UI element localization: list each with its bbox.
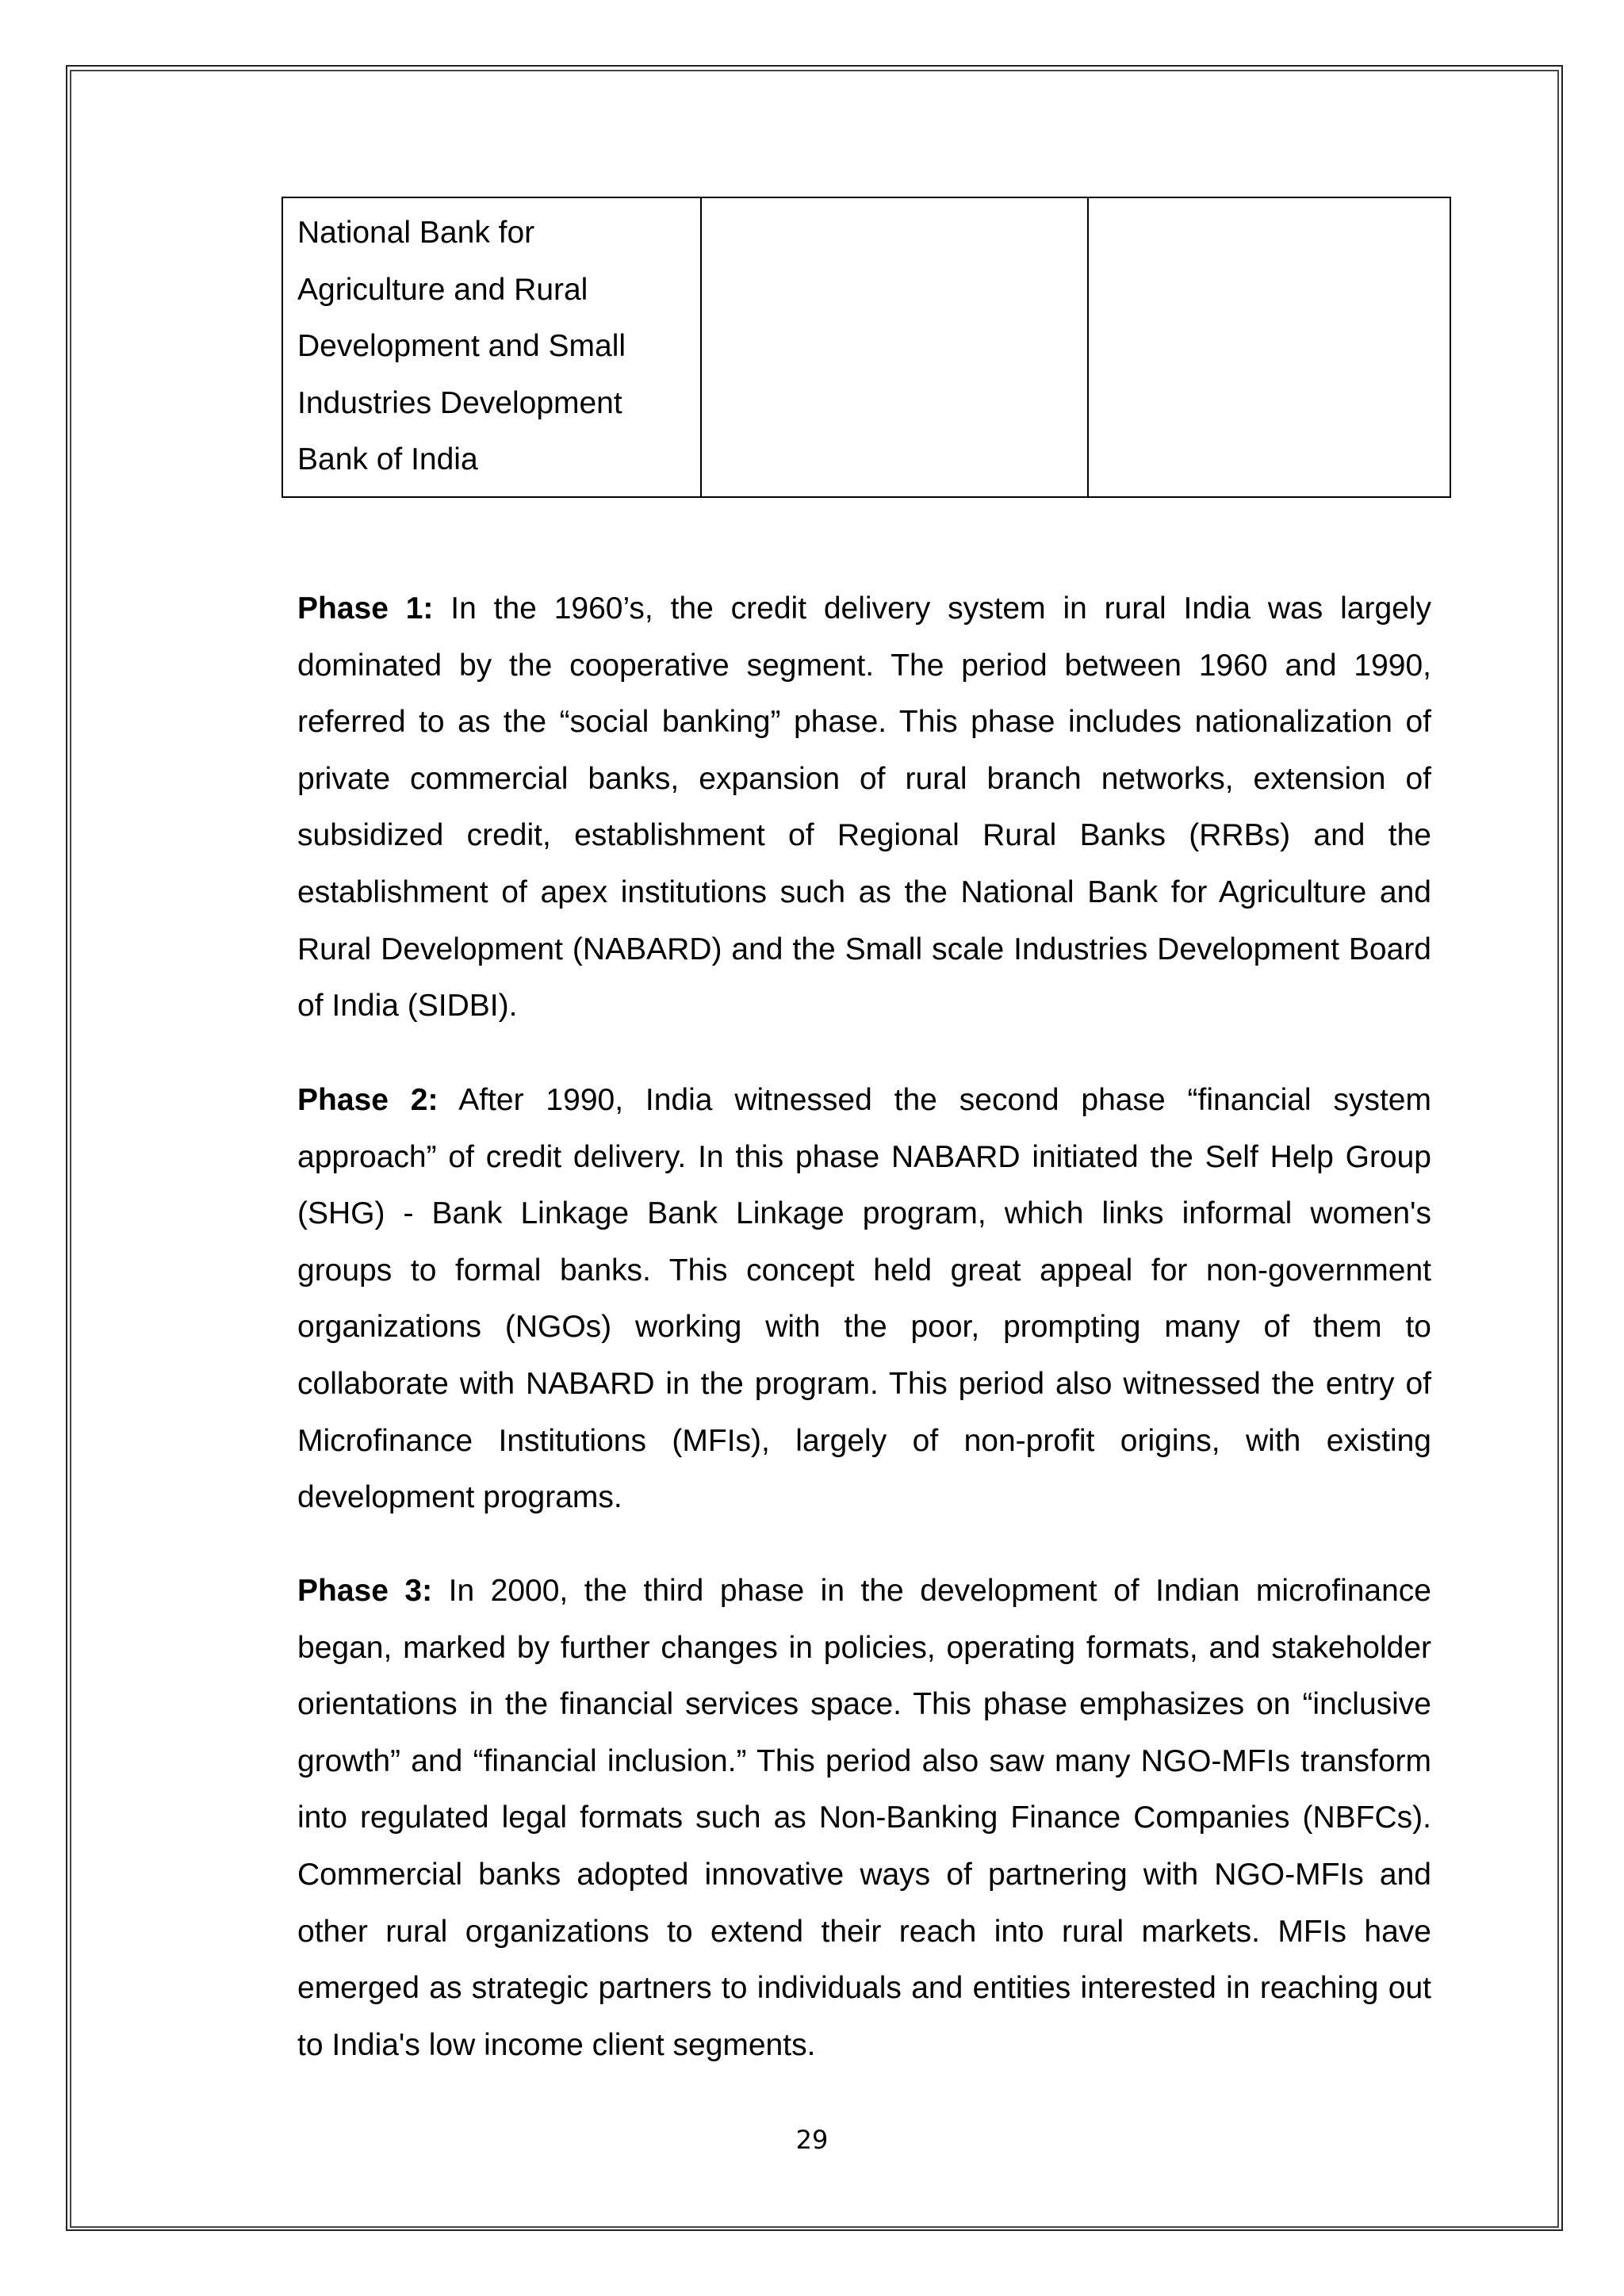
paragraph-phase-2 xyxy=(297,1072,1431,1526)
phase-3-text: In 2000, the third phase in the development of Indian microfinance began, marked by further changes in policies, operating formats, and stakeholder orientations in the financial services space. This phase emphasizes on “inclusive growth” and “financial inclusion.” This period also saw many NGO-MFIs transform into regulated legal formats such as Non-Banking Finance Companies (NBFCs). Commercial banks adopted innovative ways of partnering with NGO-MFIs and other rural organizations to extend their reach into rural markets. MFIs have emerged as strategic partners to individuals and entities interested in reaching out to India's low income client segments. xyxy=(297,1574,1431,2062)
page-number: 29 xyxy=(795,2125,829,2155)
phase-1-label: Phase 1: xyxy=(297,591,434,626)
phase-2-label: Phase 2: xyxy=(297,1083,439,1117)
institutions-table xyxy=(282,197,1451,498)
phase-1-text: In the 1960’s, the credit delivery system in rural India was largely dominated by the cooperative segment. The period between 1960 and 1990, referred to as the “social banking” phase. This phase includes nationalization of private commercial banks, expansion of rural branch networks, extension of subsidized credit, establishment of Regional Rural Banks (RRBs) and the establishment of apex institutions such as the National Bank for Agriculture and Rural Development (NABARD) and the Small scale Industries Development Board of India (SIDBI). xyxy=(297,591,1431,1024)
phase-3-label: Phase 3: xyxy=(297,1574,433,1608)
table-cell-empty-3 xyxy=(1088,197,1450,497)
table-cell-institution: National Bank for Agriculture and Rural Development and Small Industries Development Bank of India xyxy=(282,197,701,497)
table-row xyxy=(282,197,1450,497)
phase-2-text: After 1990, India witnessed the second phase “financial system approach” of credit delivery. In this phase NABARD initiated the Self Help Group (SHG) - Bank Linkage Bank Linkage program, which links informal women's groups to formal banks. This concept held great appeal for non-government organizations (NGOs) working with the poor, prompting many of them to collaborate with NABARD in the program. This period also witnessed the entry of Microfinance Institutions (MFIs), largely of non-profit origins, with existing development programs. xyxy=(297,1083,1431,1515)
paragraph-phase-3 xyxy=(297,1563,1431,2073)
table-cell-empty-2 xyxy=(701,197,1088,497)
paragraph-phase-1 xyxy=(297,580,1431,1035)
